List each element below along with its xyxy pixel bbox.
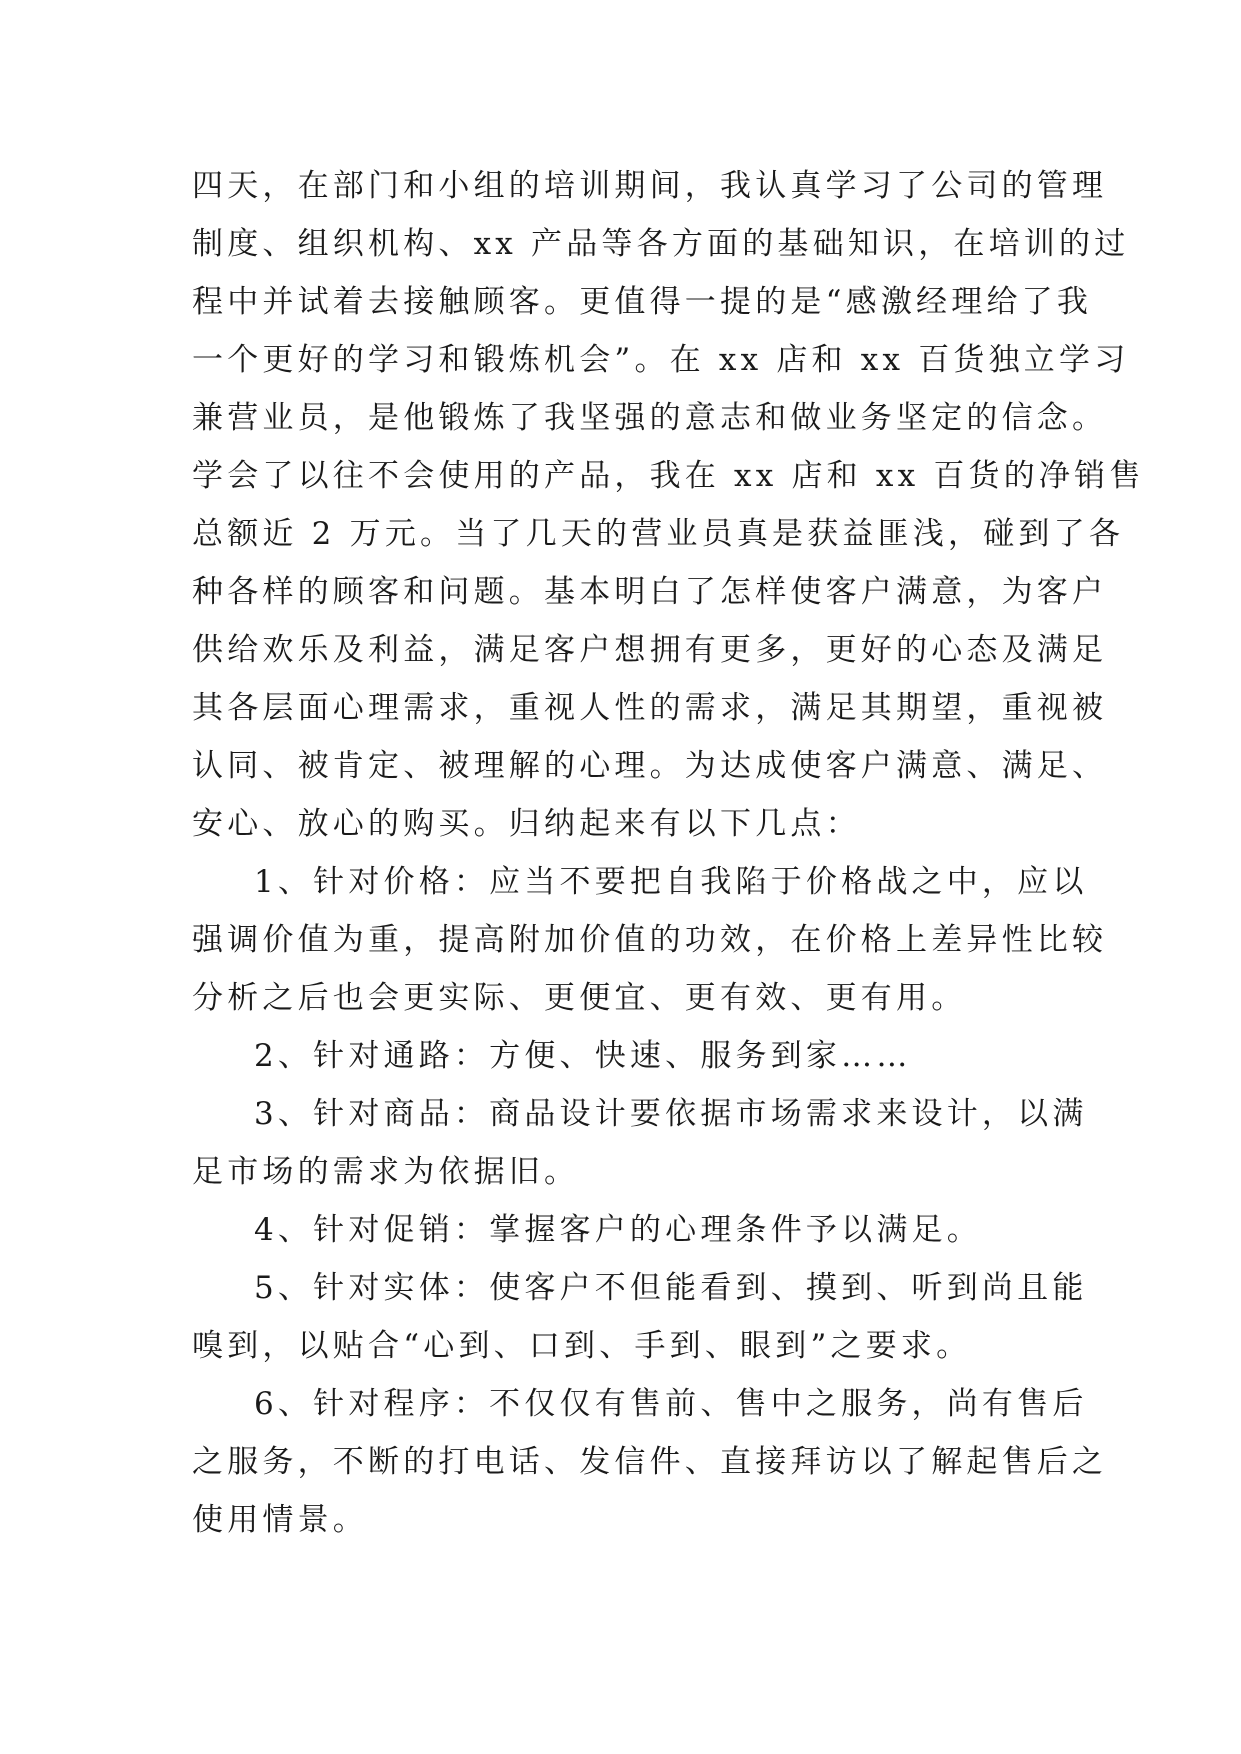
list-item-procedure: 6、针对程序：不仅仅有售前、售中之服务，尚有售后	[254, 1386, 1088, 1422]
text-line: 兼营业员，是他锻炼了我坚强的意志和做业务坚定的信念。	[192, 400, 1108, 436]
text-line: 分析之后也会更实际、更便宜、更有效、更有用。	[192, 980, 967, 1016]
text-line: 程中并试着去接触顾客。更值得一提的是“感激经理给了我	[192, 284, 1093, 320]
text-line: 四天，在部门和小组的培训期间，我认真学习了公司的管理	[192, 168, 1108, 204]
text-line: 种各样的顾客和问题。基本明白了怎样使客户满意，为客户	[192, 574, 1108, 610]
text-line: 嗅到，以贴合“心到、口到、手到、眼到”之要求。	[192, 1328, 972, 1364]
text-line: 足市场的需求为依据旧。	[192, 1154, 580, 1190]
text-line: 总额近 2 万元。当了几天的营业员真是获益匪浅，碰到了各	[192, 516, 1125, 552]
list-item-entity: 5、针对实体：使客户不但能看到、摸到、听到尚且能	[254, 1270, 1088, 1306]
text-line: 学会了以往不会使用的产品，我在 xx 店和 xx 百货的净销售	[192, 458, 1145, 494]
document-body	[192, 157, 1145, 1549]
list-item-product: 3、针对商品：商品设计要依据市场需求来设计，以满	[254, 1096, 1088, 1132]
list-item-channel: 2、针对通路：方便、快速、服务到家……	[254, 1038, 912, 1074]
text-line: 供给欢乐及利益，满足客户想拥有更多，更好的心态及满足	[192, 632, 1108, 668]
list-item-promotion: 4、针对促销：掌握客户的心理条件予以满足。	[254, 1212, 982, 1248]
list-item-price: 1、针对价格：应当不要把自我陷于价格战之中，应以	[254, 864, 1088, 900]
text-line: 使用情景。	[192, 1502, 368, 1538]
text-line: 认同、被肯定、被理解的心理。为达成使客户满意、满足、	[192, 748, 1108, 784]
text-line: 其各层面心理需求，重视人性的需求，满足其期望，重视被	[192, 690, 1108, 726]
text-line: 之服务，不断的打电话、发信件、直接拜访以了解起售后之	[192, 1444, 1108, 1480]
text-line: 强调价值为重，提高附加价值的功效，在价格上差异性比较	[192, 922, 1108, 958]
text-line: 制度、组织机构、xx 产品等各方面的基础知识，在培训的过	[192, 226, 1130, 262]
text-line: 安心、放心的购买。归纳起来有以下几点：	[192, 806, 861, 842]
text-line: 一个更好的学习和锻炼机会”。在 xx 店和 xx 百货独立学习	[192, 342, 1130, 378]
